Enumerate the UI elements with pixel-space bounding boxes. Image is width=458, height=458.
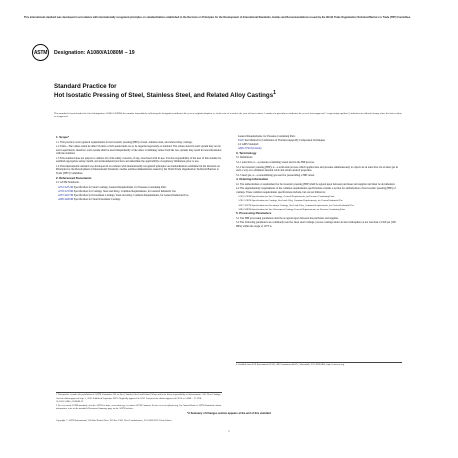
terminology-heading: 3. Terminology bbox=[236, 150, 257, 155]
standards-list bbox=[238, 195, 402, 210]
references-intro: 2.1 ASTM Standards: bbox=[56, 181, 80, 185]
copyright-line: Copyright © ASTM International, 100 Barr Harbor Drive, PO Box C700, West Conshohocken, PA 19428-2959. United States bbox=[56, 420, 172, 422]
reference-title: Specification for Castings, Steel and Alloy, Common Requirements, for General Industrial Use bbox=[73, 189, 176, 193]
term-para-2: 3.1.1 autoclave, n—a pressure-containing vessel used in the HIP process. bbox=[236, 160, 315, 164]
left-column bbox=[56, 135, 222, 202]
reference-title: Specification for Steel Castings, General Requirements, for Pressure-Containing Parts bbox=[73, 185, 167, 189]
scope-para-2: 1.2 Units—The values stated in either SI units or inch-pound units are to be regarded separately as standard. The values stated in each system may not be exact equivalents; therefore, each system shall be used independently of the other. Combining values from the two systems may result in nonconformance with the standard. bbox=[56, 145, 222, 156]
reference-item[interactable] bbox=[236, 139, 402, 142]
reference-item bbox=[236, 143, 402, 146]
standards-list-item: A703/A703M Specification for Steel Castings, General Requirements, for Pressure-Containing Parts bbox=[238, 195, 335, 199]
standards-list-item: A985/A985M Specification for Steel Investment Castings General Requirements, for Pressure-Containing Parts bbox=[238, 207, 345, 211]
footnote-3: 3 Available from SAE International (SAE), 400 Commonwealth Dr., Warrendale, PA 15096-0001, http://www.sae.org. bbox=[236, 364, 345, 366]
order-para-1: 4.1 The authorization or requirement for hot isostatic pressing (HIP) shall be agreed upon between purchaser and supplier and must be documented. bbox=[236, 182, 395, 186]
processing-heading: 5. Processing Parameters bbox=[236, 211, 272, 216]
proc-para-1: 5.1 The HIP processing parameters shall be as agreed upon between the purchaser and supplier. bbox=[236, 216, 339, 220]
proc-para-2: 5.2 The following parameters are commonly used for most steel castings: process castings under an inert atmosphere at not less than 14 500 psi [100 MPa] within the range of 1975 to bbox=[236, 221, 396, 228]
summary-of-changes-note: *A Summary of Changes section appears at the end of this standard bbox=[187, 412, 271, 415]
reference-item[interactable] bbox=[56, 186, 222, 189]
issuance-notice: This standard is issued under the fixed designation A1080/A1080M; the number immediately following the designation indicates the year of original adoption or, in the case of revision, the year of last revision. A number in parentheses indicates the year of last reapproval. A superscript epsilon (ε) indicates an editorial change since the last revision or reapproval. bbox=[54, 112, 402, 119]
standards-list-item: A957/A957M Specification for Investment Castings, Steel and Alloy, Common Requirements, for General Industrial Use bbox=[238, 203, 355, 207]
reference-link[interactable]: AMS 2750 Pyrometry bbox=[238, 147, 262, 151]
footnote-edition: Current edition approved Sept. 1, 2019. Published September 2019. Originally approved in 2012. Last previous edition approved in 2012 as A1080 − 12. DOI: 10.1520/A1080_A1080M-19. bbox=[56, 398, 202, 403]
scope-para-4: 1.4 This international standard was developed in accordance with internationally recognized principles on standardization established in the Decision on Principles for the Development of International Standards, Guides and Recommendations issued by the World Trade Organization Technical Barriers to Trade (TBT) Committee. bbox=[56, 164, 220, 175]
astm-logo-icon bbox=[32, 44, 49, 61]
page-number: 1 bbox=[228, 430, 230, 433]
order-para-2: 4.2 The supplementary requirements of the common requirements specifications contain a section for authorization of hot isostatic pressing (HIP) of castings. These common requirements specifications include, but are not limited to: bbox=[236, 187, 396, 194]
scope-para-1: 1.1 This practice covers general requirements for hot isostatic pressing (HIP) of steel, stainless steel, and related alloy castings. bbox=[56, 140, 193, 144]
reference-title: 2.2 AMS Standard: bbox=[238, 143, 259, 147]
reference-item[interactable] bbox=[56, 198, 222, 201]
title-line-2: Hot Isostatic Pressing of Steel, Stainless Steel, and Related Alloy Castings bbox=[54, 92, 274, 100]
reference-title: Specification for Steel Investment Castings bbox=[73, 197, 121, 201]
logo-text: ASTM bbox=[33, 49, 48, 56]
reference-item bbox=[236, 147, 402, 150]
top-note: This international standard was developed in accordance with internationally recognized principles on standardization established in the Decision on Principles for the Development of International Standards, Guides and Recommendations issued by the World Trade Organization Technical Barriers to Trade (TBT) Committee. bbox=[24, 16, 411, 19]
right-column bbox=[236, 135, 402, 229]
reference-link[interactable]: A703/A703M bbox=[58, 189, 74, 193]
reference-link[interactable]: A985/A985M bbox=[58, 197, 74, 201]
reference-title: General Requirements, for Pressure-Containing Parts bbox=[238, 135, 296, 138]
scope-heading: 1. Scope* bbox=[56, 135, 70, 140]
reference-title: Test Method for Calibration of Thermocouples By Comparison Techniques bbox=[244, 139, 326, 143]
reference-link[interactable]: E220 bbox=[238, 139, 244, 143]
term-para-1: 3.1 Definitions: bbox=[236, 156, 253, 160]
reference-item bbox=[236, 135, 402, 138]
title-footnote-mark: 1 bbox=[273, 90, 277, 97]
reference-item[interactable] bbox=[56, 194, 222, 197]
right-footnotes bbox=[236, 362, 402, 368]
designation: Designation: A1080/A1080M − 19 bbox=[54, 50, 135, 56]
reference-title: Specification for Investment Castings, Steel and Alloy, Common Requirements, for General Industrial Use bbox=[73, 193, 189, 197]
standards-list-item: A781/A781M Specification for Castings, Steel and Alloy, Common Requirements, for General Industrial Use bbox=[238, 199, 343, 203]
ordering-heading: 4. Ordering Information bbox=[236, 177, 269, 182]
references-heading: 2. Referenced Documents bbox=[56, 175, 92, 180]
scope-para-3: 1.3 This standard does not purport to address all of the safety concerns, if any, associated with its use. It is the responsibility of the user of this standard to establish appropriate safety, health, and environmental practices and determine the applicability of regulatory limitations prior to use. bbox=[56, 156, 222, 164]
footnote-1: 1 This practice is under the jurisdiction of ASTM Committee A01 on Steel, Stainless Steel and Related Alloys and is the direct responsibility of Subcommittee A01.18 on Castings. bbox=[56, 394, 221, 396]
title-line-1: Standard Practice for bbox=[54, 83, 117, 90]
footnote-2: 2 For referenced ASTM standards, visit the ASTM website, www.astm.org, or contact ASTM Customer Service at service@astm.org. For Annual Book of ASTM Standards volume information, refer to the standard's Document Summary page on the ASTM website. bbox=[56, 404, 222, 410]
reference-link[interactable]: A957/A957M bbox=[58, 193, 74, 197]
document-title bbox=[54, 83, 404, 100]
left-footnotes bbox=[56, 392, 222, 412]
term-para-3: 3.1.2 hot isostatic pressing (HIP), n—a solid-state process which applies heat and pressure simultaneously to objects in an autoclave via an inert gas in such a way as to eliminate internal voids and obtain desired properties. bbox=[236, 165, 398, 172]
reference-item[interactable] bbox=[56, 190, 222, 193]
reference-link[interactable]: A351/A351M bbox=[58, 185, 74, 189]
term-para-4: 3.1.3 inert gas, n—a nonoxidizing gas used for pressurizing a HIP vessel. bbox=[236, 173, 315, 177]
